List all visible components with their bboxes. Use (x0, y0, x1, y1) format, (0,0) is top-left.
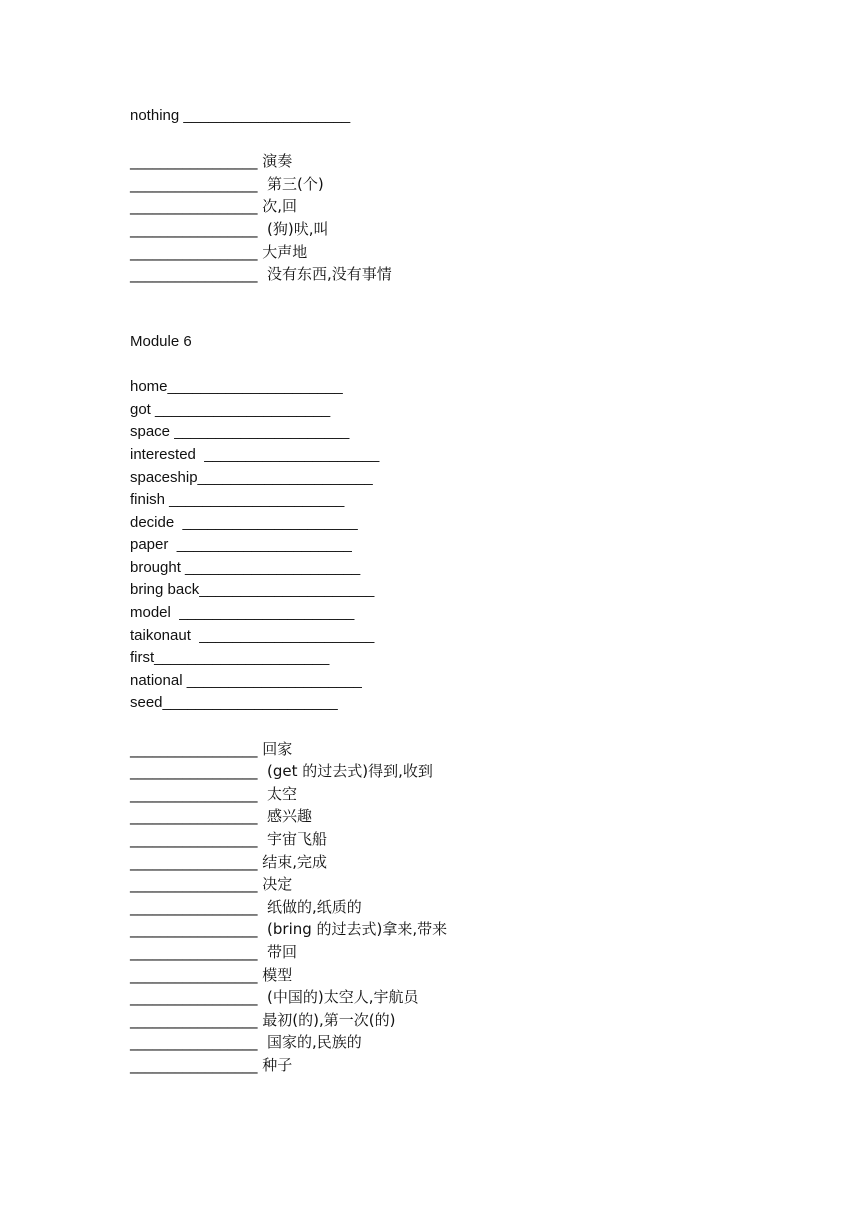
translation-line: _________________ 模型 (130, 965, 293, 984)
vocab-line: space _____________________ (130, 423, 350, 441)
translation-line: _________________ 纸做的,纸质的 (130, 897, 362, 916)
vocab-line: spaceship_____________________ (130, 468, 373, 486)
vocab-line: decide _____________________ (130, 513, 358, 531)
translation-line: _________________ (中国的)太空人,宇航员 (130, 988, 419, 1007)
vocab-line: finish _____________________ (130, 491, 345, 509)
vocab-line: paper _____________________ (130, 536, 352, 554)
vocab-line: model _____________________ (130, 604, 355, 622)
translation-line: _________________ 感兴趣 (130, 807, 313, 826)
translation-line: _________________ 最初(的),第一次(的) (130, 1010, 396, 1029)
vocab-line: interested _____________________ (130, 445, 380, 463)
top-translation-list (130, 150, 810, 286)
module-heading: Module 6 (130, 332, 192, 350)
vocab-line: national _____________________ (130, 671, 362, 689)
translation-line: _________________ 带回 (130, 942, 298, 961)
translation-line: _________________ 次,回 (130, 197, 298, 216)
translation-line: _________________ 国家的,民族的 (130, 1033, 362, 1052)
vocab-line: taikonaut _____________________ (130, 626, 375, 644)
vocab-line: home_____________________ (130, 378, 343, 396)
module6-translation-list (130, 738, 810, 1077)
translation-line: _________________ 第三(个) (130, 174, 324, 193)
translation-line: _________________ (bring 的过去式)拿来,带来 (130, 920, 448, 939)
translation-line: _________________ 回家 (130, 739, 293, 758)
translation-line: _________________ 太空 (130, 784, 298, 803)
vocab-line-nothing: nothing ____________________ (130, 107, 351, 124)
translation-line: _________________ 结束,完成 (130, 852, 328, 871)
translation-line: _________________ 宇宙飞船 (130, 830, 328, 848)
vocab-line: bring back_____________________ (130, 581, 375, 599)
module6-word-list (130, 376, 810, 715)
translation-line: _________________ 种子 (130, 1055, 293, 1074)
translation-line: _________________ 大声地 (130, 242, 308, 261)
translation-line: _________________ (get 的过去式)得到,收到 (130, 762, 433, 781)
translation-line: _________________ 演奏 (130, 152, 293, 171)
vocab-line: first_____________________ (130, 649, 330, 667)
translation-line: _________________ 决定 (130, 875, 293, 894)
translation-line: _________________ (狗)吠,叫 (130, 219, 329, 238)
vocab-line: brought _____________________ (130, 558, 361, 576)
vocab-line: got _____________________ (130, 400, 331, 418)
translation-line: _________________ 没有东西,没有事情 (130, 265, 392, 284)
worksheet-content (130, 105, 810, 1077)
vocab-line: seed_____________________ (130, 694, 338, 712)
